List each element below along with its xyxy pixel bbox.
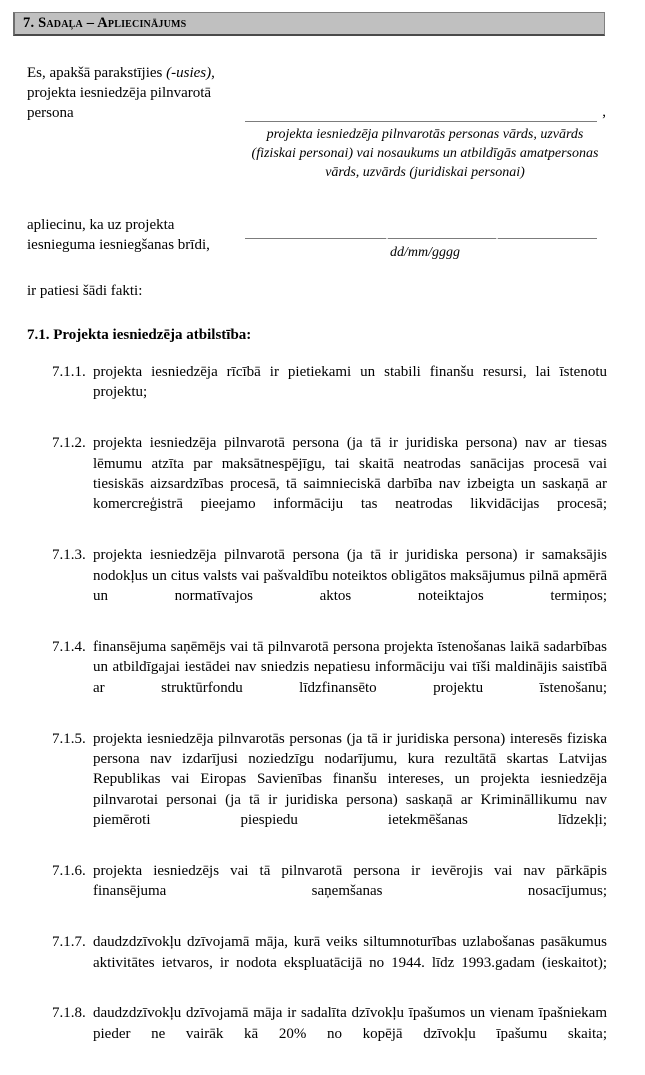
list-item	[0, 433, 645, 535]
date-field-caption: dd/mm/gggg	[390, 245, 460, 260]
requirements-list	[0, 362, 645, 1075]
list-item-text: projekta iesniedzēja pilnvarotā persona (ja tā ir juridiska persona) nav ar tiesas lēmumu atzīta par maksātnespējīgu, tai skaitā neatrodas sanācijas procesā vai tiesiskās aizsardzības procesā, tā saimnieciskā darbība nav izbeigta un saskaņā ar komercreģistrā pieejamo informāciju tas neatrodas likvidācijas procesā;	[93, 435, 607, 513]
list-item-number: 7.1.8.	[52, 1005, 86, 1022]
list-item	[0, 545, 645, 627]
list-item-number: 7.1.4.	[52, 638, 86, 655]
declaration-intro-line1-a: Es, apakšā parakstījies	[27, 65, 167, 81]
list-item-number: 7.1.5.	[52, 730, 86, 747]
section-header-bar	[13, 12, 605, 36]
list-item-number: 7.1.3.	[52, 547, 86, 564]
name-field-caption: projekta iesniedzēja pilnvarotās personas vārds, uzvārds (fiziskai personai) vai nosaukums un atbildīgās amatpersonas vārds, uzvārds (juridiskai personai)	[251, 127, 599, 180]
list-item-number: 7.1.2.	[52, 435, 86, 452]
declaration-intro-line1-italic: (-usies)	[166, 65, 212, 81]
date-field-line-segment	[388, 238, 496, 239]
list-item-number: 7.1.1.	[52, 364, 86, 380]
declaration-intro-line1-b: ,	[211, 65, 215, 81]
declaration-date-intro	[27, 215, 257, 255]
list-item	[0, 861, 645, 922]
list-item-number: 7.1.6.	[52, 862, 86, 879]
list-item-text: projekta iesniedzēja pilnvarotā persona (ja tā ir juridiska persona) ir samaksājis nodokļus un citus valsts vai pašvaldību noteiktos obligātos maksājumus pilnā apmērā un normatīvajos aktos noteiktajos termiņos;	[93, 547, 607, 605]
declaration-intro-line2: projekta iesniedzēja pilnvarotā	[27, 85, 212, 101]
list-item	[0, 362, 645, 423]
name-field-trailing-comma: ,	[602, 104, 606, 120]
date-field-group	[245, 238, 610, 262]
list-item	[0, 637, 645, 719]
list-item-text: daudzdzīvokļu dzīvojamā māja, kurā veiks siltumnoturības uzlabošanas pasākumus aktivitātes ietvaros, ir nodota ekspluatācijā no 1944. līdz 1993.gadam (ieskaitot);	[93, 934, 607, 971]
section-title: 7. Sadaļa – Apliecinājums	[23, 15, 187, 32]
date-field-line[interactable]	[245, 238, 597, 239]
list-item-text: projekta iesniedzēja pilnvarotās personas (ja tā ir juridiska persona) interesēs fiziska persona nav izdarījusi noziedzīgu nodarījumu, kura rezultātā skartas Latvijas Republikas vai Eiropas Savienības finanšu intereses, un projekta iesniedzēja pilnvarotai personai (ja tā ir juridiska persona) saskaņā ar Krimināllikumu nav piemēroti piespiedu ietekmēšanas līdzekļi;	[93, 730, 607, 829]
name-field-line[interactable]	[245, 104, 606, 122]
declaration-intro	[27, 63, 242, 123]
list-item	[0, 1003, 645, 1064]
list-item	[0, 932, 645, 993]
list-item-text: projekta iesniedzējs vai tā pilnvarotā persona ir ievērojis vai nav pārkāpis finansējuma saņemšanas nosacījumus;	[93, 862, 607, 900]
date-field-line-segment	[245, 238, 386, 239]
list-item	[0, 729, 645, 851]
name-field-group	[245, 104, 610, 182]
list-item-text: finansējuma saņēmējs vai tā pilnvarotā persona projekta īstenošanas laikā sadarbības un atbildīgajai iestādei nav sniedzis nepatiesu informāciju vai tīši maldinājis saistībā ar struktūrfondu līdzfinansēto projektu īstenošanu;	[93, 638, 607, 696]
subsection-heading: 7.1. Projekta iesniedzēja atbilstība:	[27, 327, 252, 343]
declaration-closing-text: ir patiesi šādi fakti:	[27, 283, 143, 299]
date-field-line-segment	[498, 238, 597, 239]
declaration-date-intro-line2: iesnieguma iesniegšanas brīdi,	[27, 237, 210, 253]
declaration-closing	[27, 281, 327, 301]
list-item-text: projekta iesniedzēja rīcībā ir pietiekami un stabili finanšu resursi, lai īstenotu projektu;	[93, 364, 607, 401]
declaration-date-intro-line1: apliecinu, ka uz projekta	[27, 217, 175, 233]
declaration-intro-line3: persona	[27, 105, 74, 121]
list-item-number: 7.1.7.	[52, 934, 86, 951]
list-item-text: daudzdzīvokļu dzīvojamā māja ir sadalīta dzīvokļu īpašumos un vienam īpašniekam pieder ne vairāk kā 20% no kopējā dzīvokļu īpašumu skaita;	[93, 1005, 607, 1042]
